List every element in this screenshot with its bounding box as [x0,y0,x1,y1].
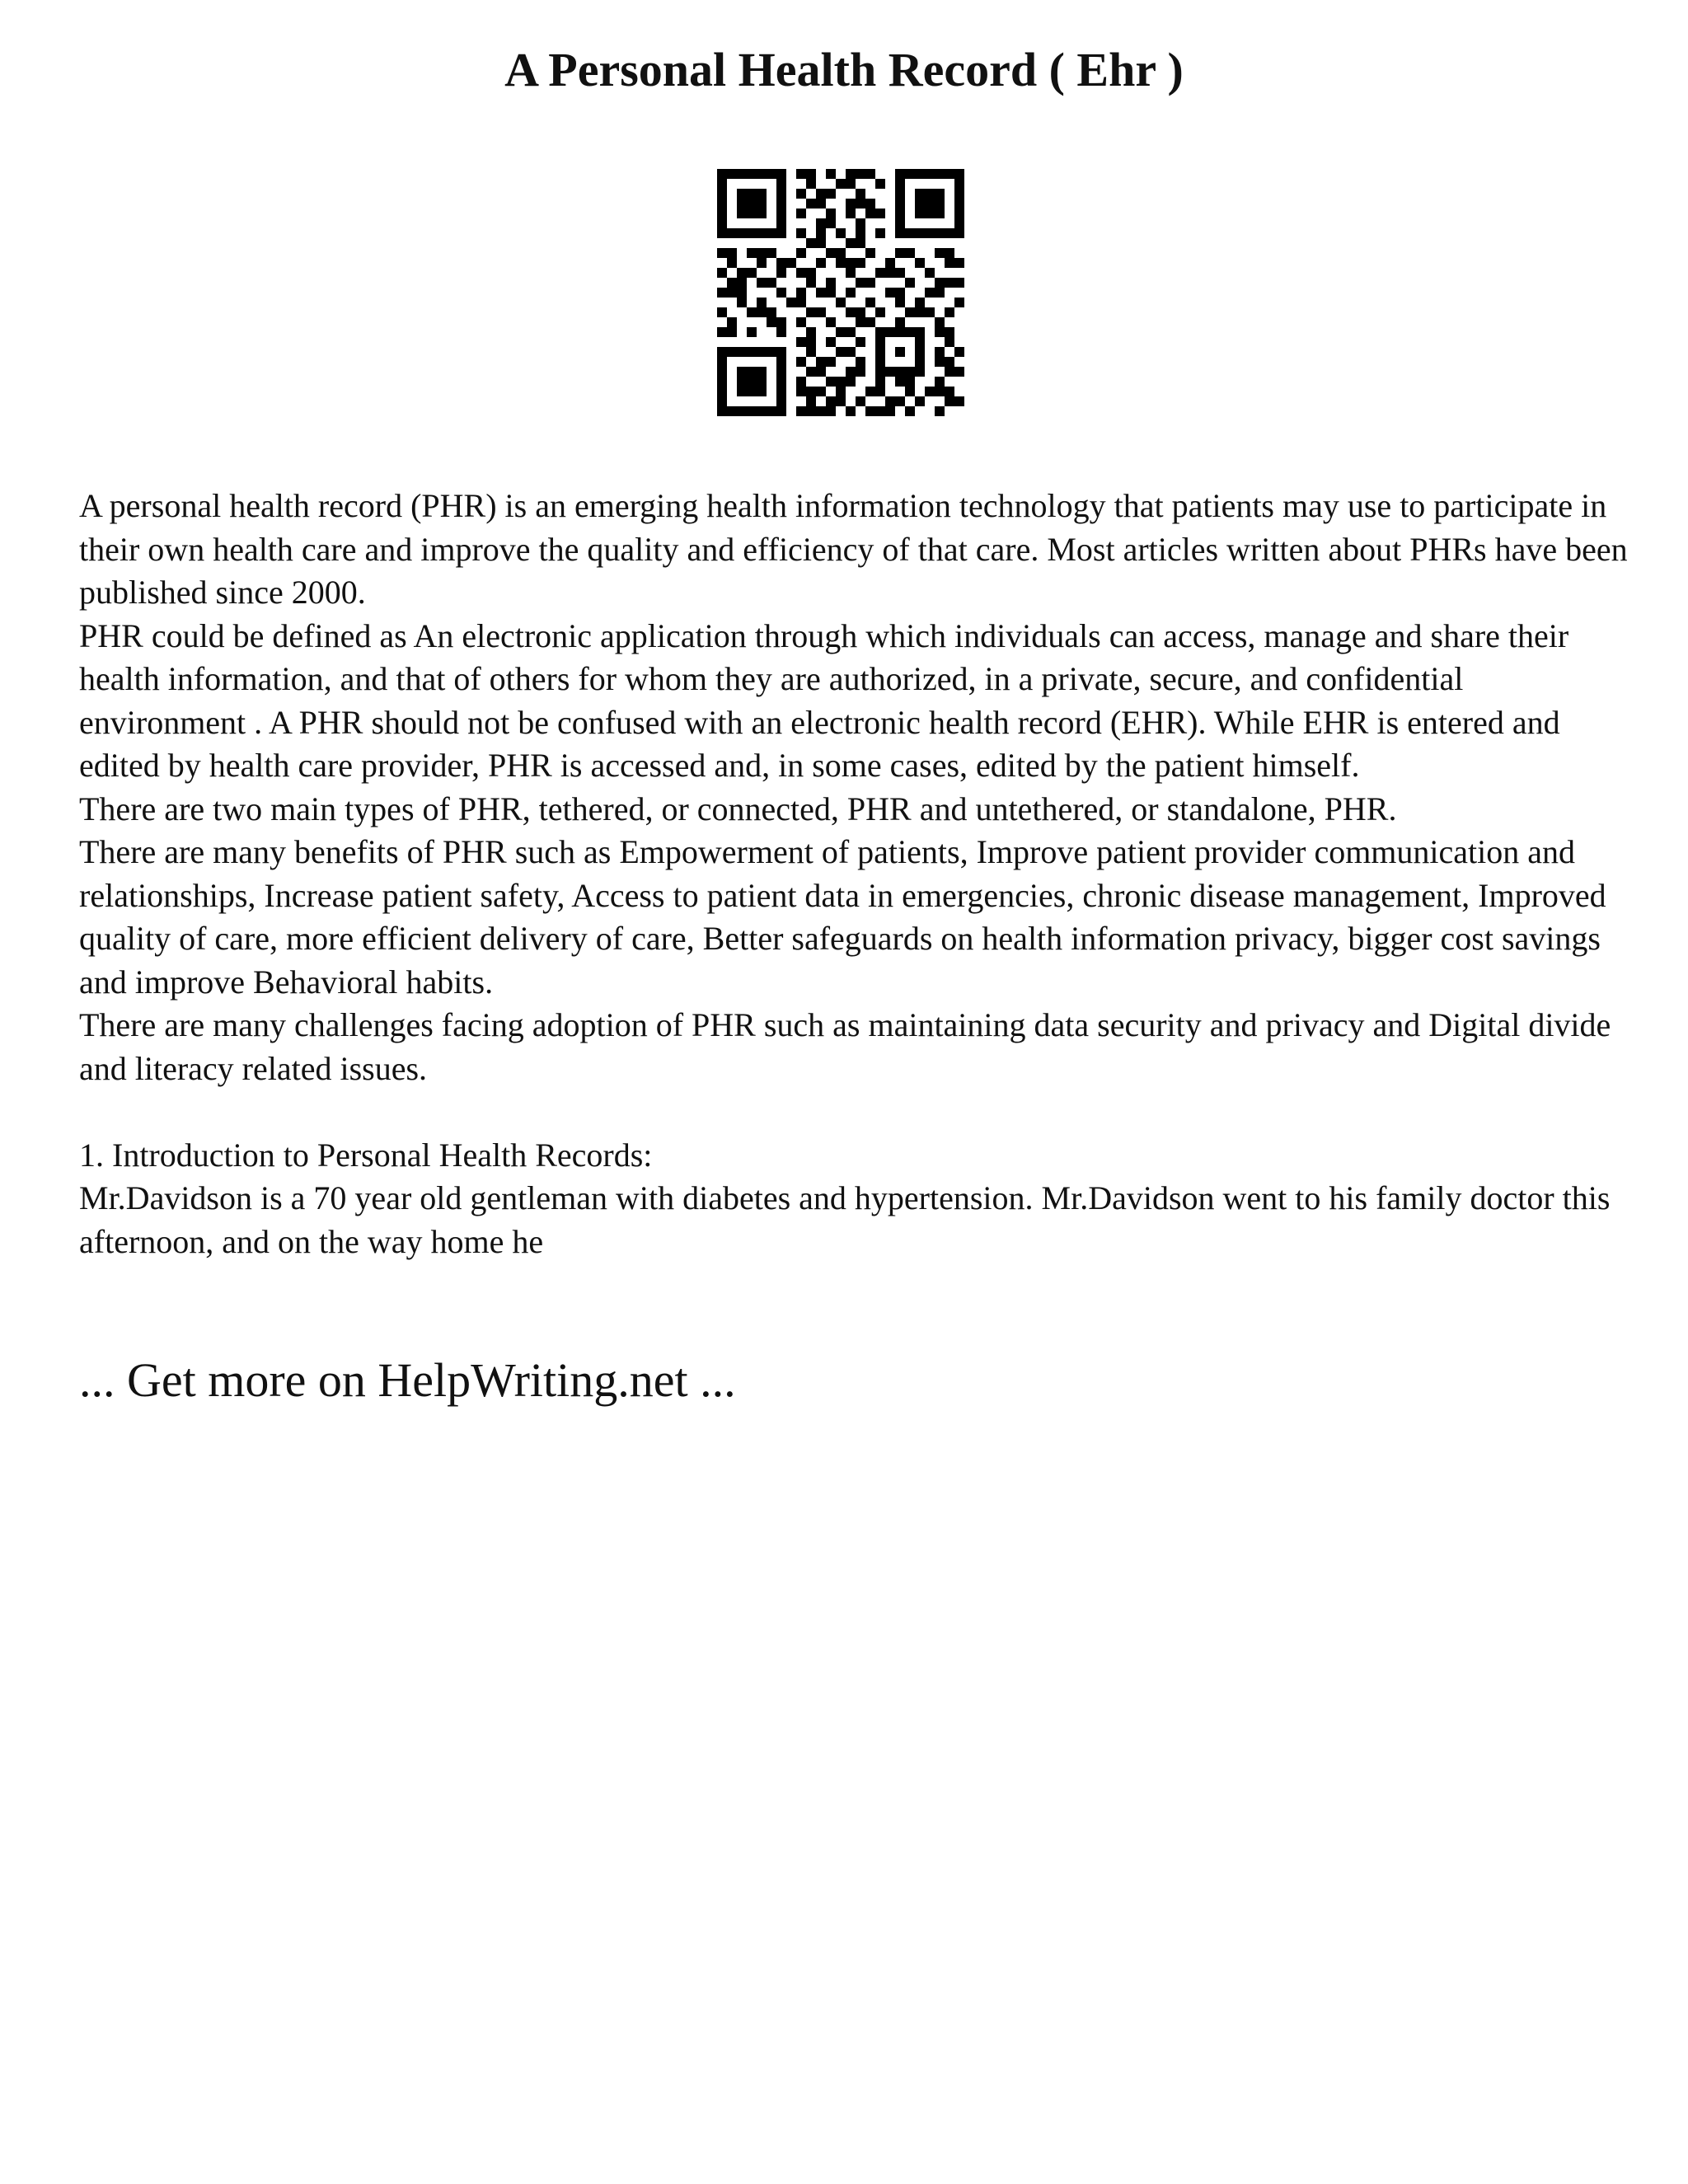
paragraph: PHR could be defined as An electronic application through which individuals can access, manage and share their health information, and that of others for whom they are authorized, in a private, secure, and confidential environment . A PHR should not be confused with an electronic health record (EHR). While EHR is entered and edited by health care provider, PHR is accessed and, in some cases, edited by the patient himself. [79,616,1569,784]
get-more-link[interactable]: ... Get more on HelpWriting.net ... [79,1353,736,1407]
section-heading: 1. Introduction to Personal Health Records: [79,1136,653,1174]
section-text: Mr.Davidson is a 70 year old gentleman with diabetes and hypertension. Mr.Davidson went to his family doctor this afternoon, and on the way home he [79,1179,1611,1260]
paragraph: There are many benefits of PHR such as Empowerment of patients, Improve patient provider communication and relationships, Increase patient safety, Access to patient data in emergencies, chronic disease management, Improved quality of care, more efficient delivery of care, Better safeguards on health information privacy, bigger cost savings and improve Behavioral habits. [79,833,1606,1001]
paragraph-spacer [79,1090,1629,1134]
paragraph: There are many challenges facing adoption of PHR such as maintaining data security and privacy and Digital divide and literacy related issues. [79,1006,1611,1087]
document-body [79,485,1629,1263]
document-title: A Personal Health Record ( Ehr ) [504,43,1184,96]
paragraph: A personal health record (PHR) is an emerging health information technology that patients may use to participate in their own health care and improve the quality and efficiency of that care. Most articles written about PHRs have been published since 2000. [79,487,1628,611]
qr-code [717,169,964,416]
paragraph: There are two main types of PHR, tethered, or connected, PHR and untethered, or standalone, PHR. [79,790,1397,827]
